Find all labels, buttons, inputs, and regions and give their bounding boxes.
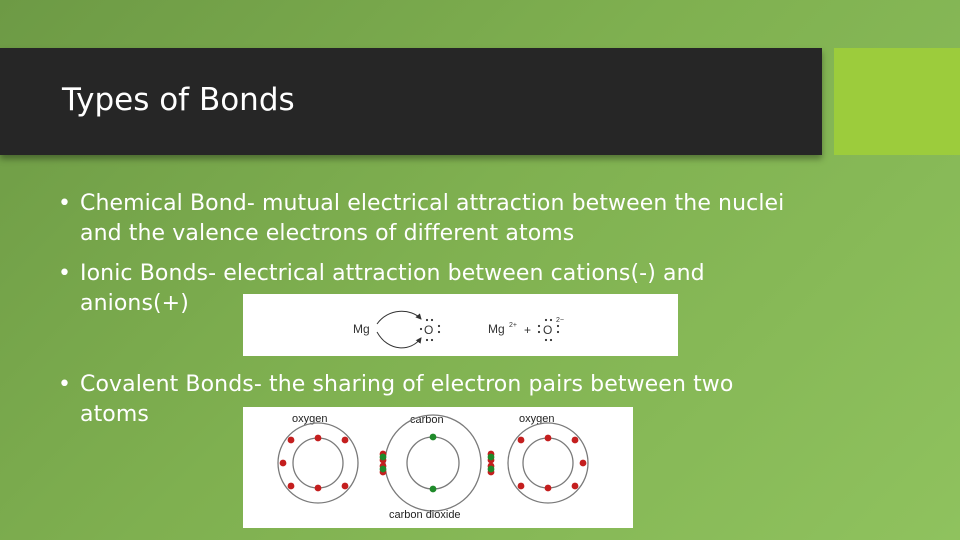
bullet-marker: • bbox=[58, 372, 72, 397]
bullet-marker: • bbox=[58, 191, 72, 216]
label-oxygen-right: oxygen bbox=[519, 413, 555, 425]
mg-ion-charge: 2+ bbox=[509, 322, 517, 329]
ionic-bond-diagram bbox=[243, 294, 678, 356]
bullet-text: Covalent Bonds- the sharing of electron pairs between two atoms bbox=[80, 372, 734, 427]
covalent-bond-diagram bbox=[243, 407, 633, 528]
electron-transfer-arrow-bottom bbox=[377, 332, 421, 348]
oxide-charge: 2− bbox=[556, 317, 564, 324]
carbon-electrons bbox=[380, 434, 495, 493]
bullet-marker: • bbox=[58, 261, 72, 286]
slide-title: Types of Bonds bbox=[62, 82, 295, 118]
electron-transfer-arrow-top bbox=[377, 311, 421, 324]
electron-shells bbox=[278, 415, 588, 511]
ionic-diagram-svg bbox=[243, 294, 678, 356]
label-oxygen-left: oxygen bbox=[292, 413, 328, 425]
plus-sign: + bbox=[524, 323, 532, 337]
bullet-text: Ionic Bonds- electrical attraction between cations(-) and anions(+) bbox=[80, 261, 705, 316]
label-carbon: carbon bbox=[410, 414, 444, 426]
bullet-text: Chemical Bond- mutual electrical attraction between the nuclei and the valence electrons of different atoms bbox=[80, 191, 785, 246]
mg-symbol: Mg bbox=[353, 322, 370, 336]
co2-diagram-svg bbox=[243, 407, 633, 528]
mg-ion-symbol: Mg bbox=[488, 322, 505, 336]
oxygen-electrons bbox=[280, 435, 587, 492]
accent-box bbox=[834, 48, 960, 155]
caption-carbon-dioxide: carbon dioxide bbox=[389, 509, 461, 521]
bullet-chemical-bond bbox=[58, 189, 818, 249]
oxygen-symbol: O bbox=[424, 323, 434, 337]
oxide-symbol: O bbox=[543, 323, 553, 337]
